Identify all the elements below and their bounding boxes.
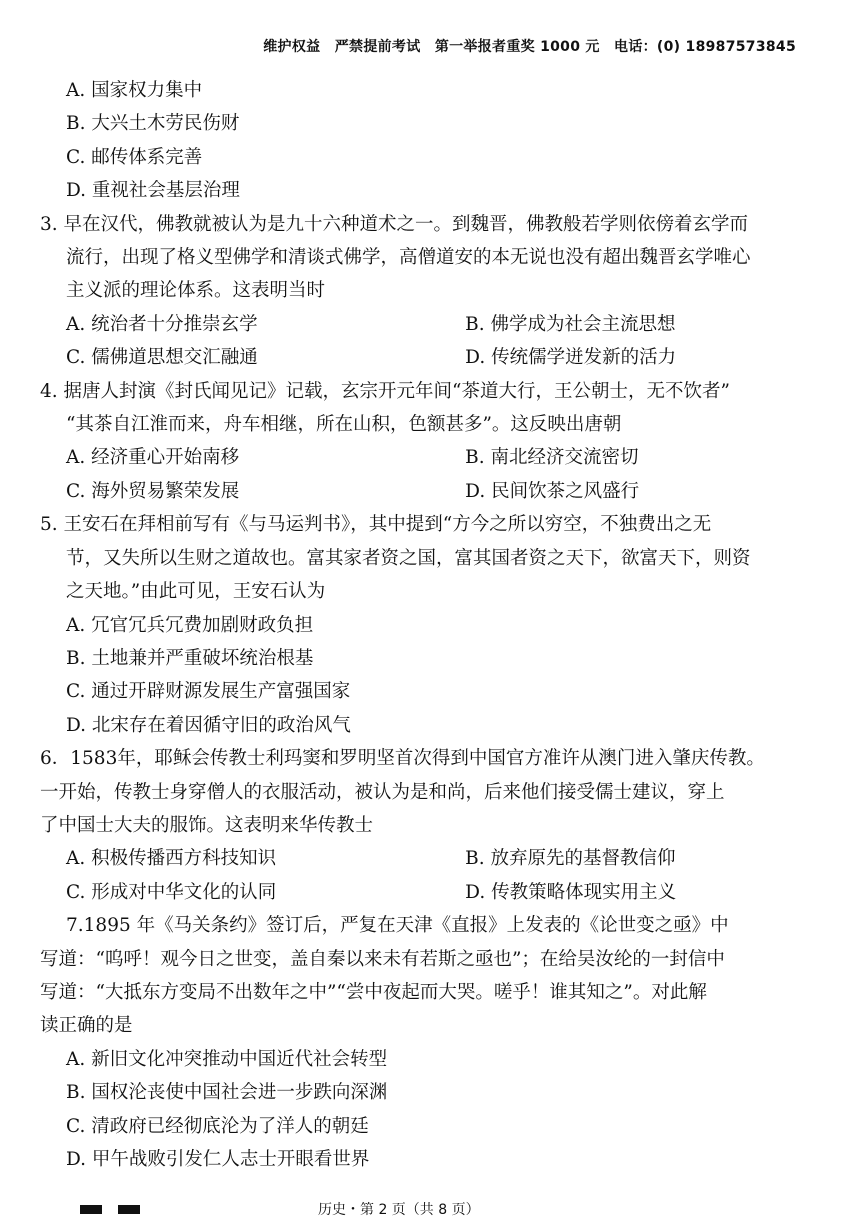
q5-option-a: A. 冗官冗兵冗费加剧财政负担 <box>66 614 314 636</box>
q4-option-b: B. 南北经济交流密切 <box>465 447 639 469</box>
q2-option-d: D. 重视社会基层治理 <box>66 180 240 202</box>
q3-option-b: B. 佛学成为社会主流思想 <box>465 313 676 335</box>
q7-stem-line-2: 写道：“呜呼！观今日之世变，盖自秦以来未有若斯之亟也”；在给吴汝纶的一封信中 <box>40 948 725 970</box>
q4-option-c: C. 海外贸易繁荣发展 <box>66 480 240 502</box>
q6-option-a: A. 积极传播西方科技知识 <box>66 848 277 870</box>
q5-option-d: D. 北宋存在着因循守旧的政治风气 <box>66 714 351 736</box>
q7-option-a: A. 新旧文化冲突推动中国近代社会转型 <box>66 1048 388 1070</box>
q7-option-c: C. 清政府已经彻底沦为了洋人的朝廷 <box>66 1115 369 1137</box>
page-footer <box>80 1199 780 1219</box>
q3-option-a: A. 统治者十分推崇玄学 <box>66 313 258 335</box>
q4-option-a: A. 经济重心开始南移 <box>66 447 240 469</box>
q7-stem-line-3: 写道：“大抵东方变局不出数年之中”“尝中夜起而大哭。嗟乎！谁其知之”。对此解 <box>40 981 707 1003</box>
q7-option-b: B. 国权沦丧使中国社会进一步跌向深渊 <box>66 1082 388 1104</box>
q3-stem-line-3: 主义派的理论体系。这表明当时 <box>66 280 326 302</box>
q6-stem-line-2: 一开始，传教士身穿僧人的衣服活动，被认为是和尚，后来他们接受儒士建议，穿上 <box>40 781 725 803</box>
question-content <box>40 74 820 1176</box>
q2-option-c: C. 邮传体系完善 <box>66 146 203 168</box>
q5-stem-line-2: 节，又失所以生财之道故也。富其家者资之国，富其国者资之天下，欲富天下，则资 <box>66 547 751 569</box>
registration-mark-left <box>80 1205 102 1214</box>
q3-stem-line-1: 3. 早在汉代，佛教就被认为是九十六种道术之一。到魏晋，佛教般若学则依傍着玄学而 <box>40 213 749 235</box>
q7-stem-line-1: 7.1895 年《马关条约》签订后，严复在天津《直报》上发表的《论世变之亟》中 <box>66 915 729 937</box>
q3-option-c: C. 儒佛道思想交汇融通 <box>66 347 258 369</box>
q3-option-d: D. 传统儒学迸发新的活力 <box>465 347 677 369</box>
q7-stem-line-4: 读正确的是 <box>40 1015 133 1037</box>
q6-option-d: D. 传教策略体现实用主义 <box>465 881 677 903</box>
q2-option-a: A. 国家权力集中 <box>66 80 203 101</box>
q7-option-d: D. 甲午战败引发仁人志士开眼看世界 <box>66 1149 370 1170</box>
q5-stem-line-1: 5. 王安石在拜相前写有《与马运判书》，其中提到“方今之所以穷空，不独费出之无 <box>40 514 712 536</box>
q6-stem-line-1: 6．1583年，耶稣会传教士利玛窦和罗明坚首次得到中国官方准许从澳门进入肇庆传教。 <box>40 748 765 770</box>
q6-option-b: B. 放弃原先的基督教信仰 <box>465 848 676 870</box>
q4-option-d: D. 民间饮茶之风盛行 <box>465 480 640 502</box>
registration-mark-right <box>118 1205 140 1214</box>
page-number: 历史・第 2 页（共 8 页） <box>318 1202 480 1218</box>
q4-stem-line-1: 4. 据唐人封演《封氏闻见记》记载，玄宗开元年间“茶道大行，王公朝士，无不饮者” <box>40 380 730 402</box>
q5-stem-line-3: 之天地。”由此可见，王安石认为 <box>66 581 326 603</box>
q5-option-c: C. 通过开辟财源发展生产富强国家 <box>66 681 351 703</box>
q6-option-c: C. 形成对中华文化的认同 <box>66 881 277 903</box>
q2-option-b: B. 大兴土木劳民伤财 <box>66 113 240 135</box>
q6-stem-line-3: 了中国士大夫的服饰。这表明来华传教士 <box>40 814 374 836</box>
q4-stem-line-2: “其茶自江淮而来，舟车相继，所在山积，色额甚多”。这反映出唐朝 <box>66 414 622 436</box>
q3-stem-line-2: 流行，出现了格义型佛学和清谈式佛学，高僧道安的本无说也没有超出魏晋玄学唯心 <box>66 247 751 269</box>
exam-header-notice: 维护权益 严禁提前考试 第一举报者重奖 1000 元 电话：(0) 18987573845 <box>263 39 796 55</box>
q5-option-b: B. 土地兼并严重破坏统治根基 <box>66 647 314 669</box>
